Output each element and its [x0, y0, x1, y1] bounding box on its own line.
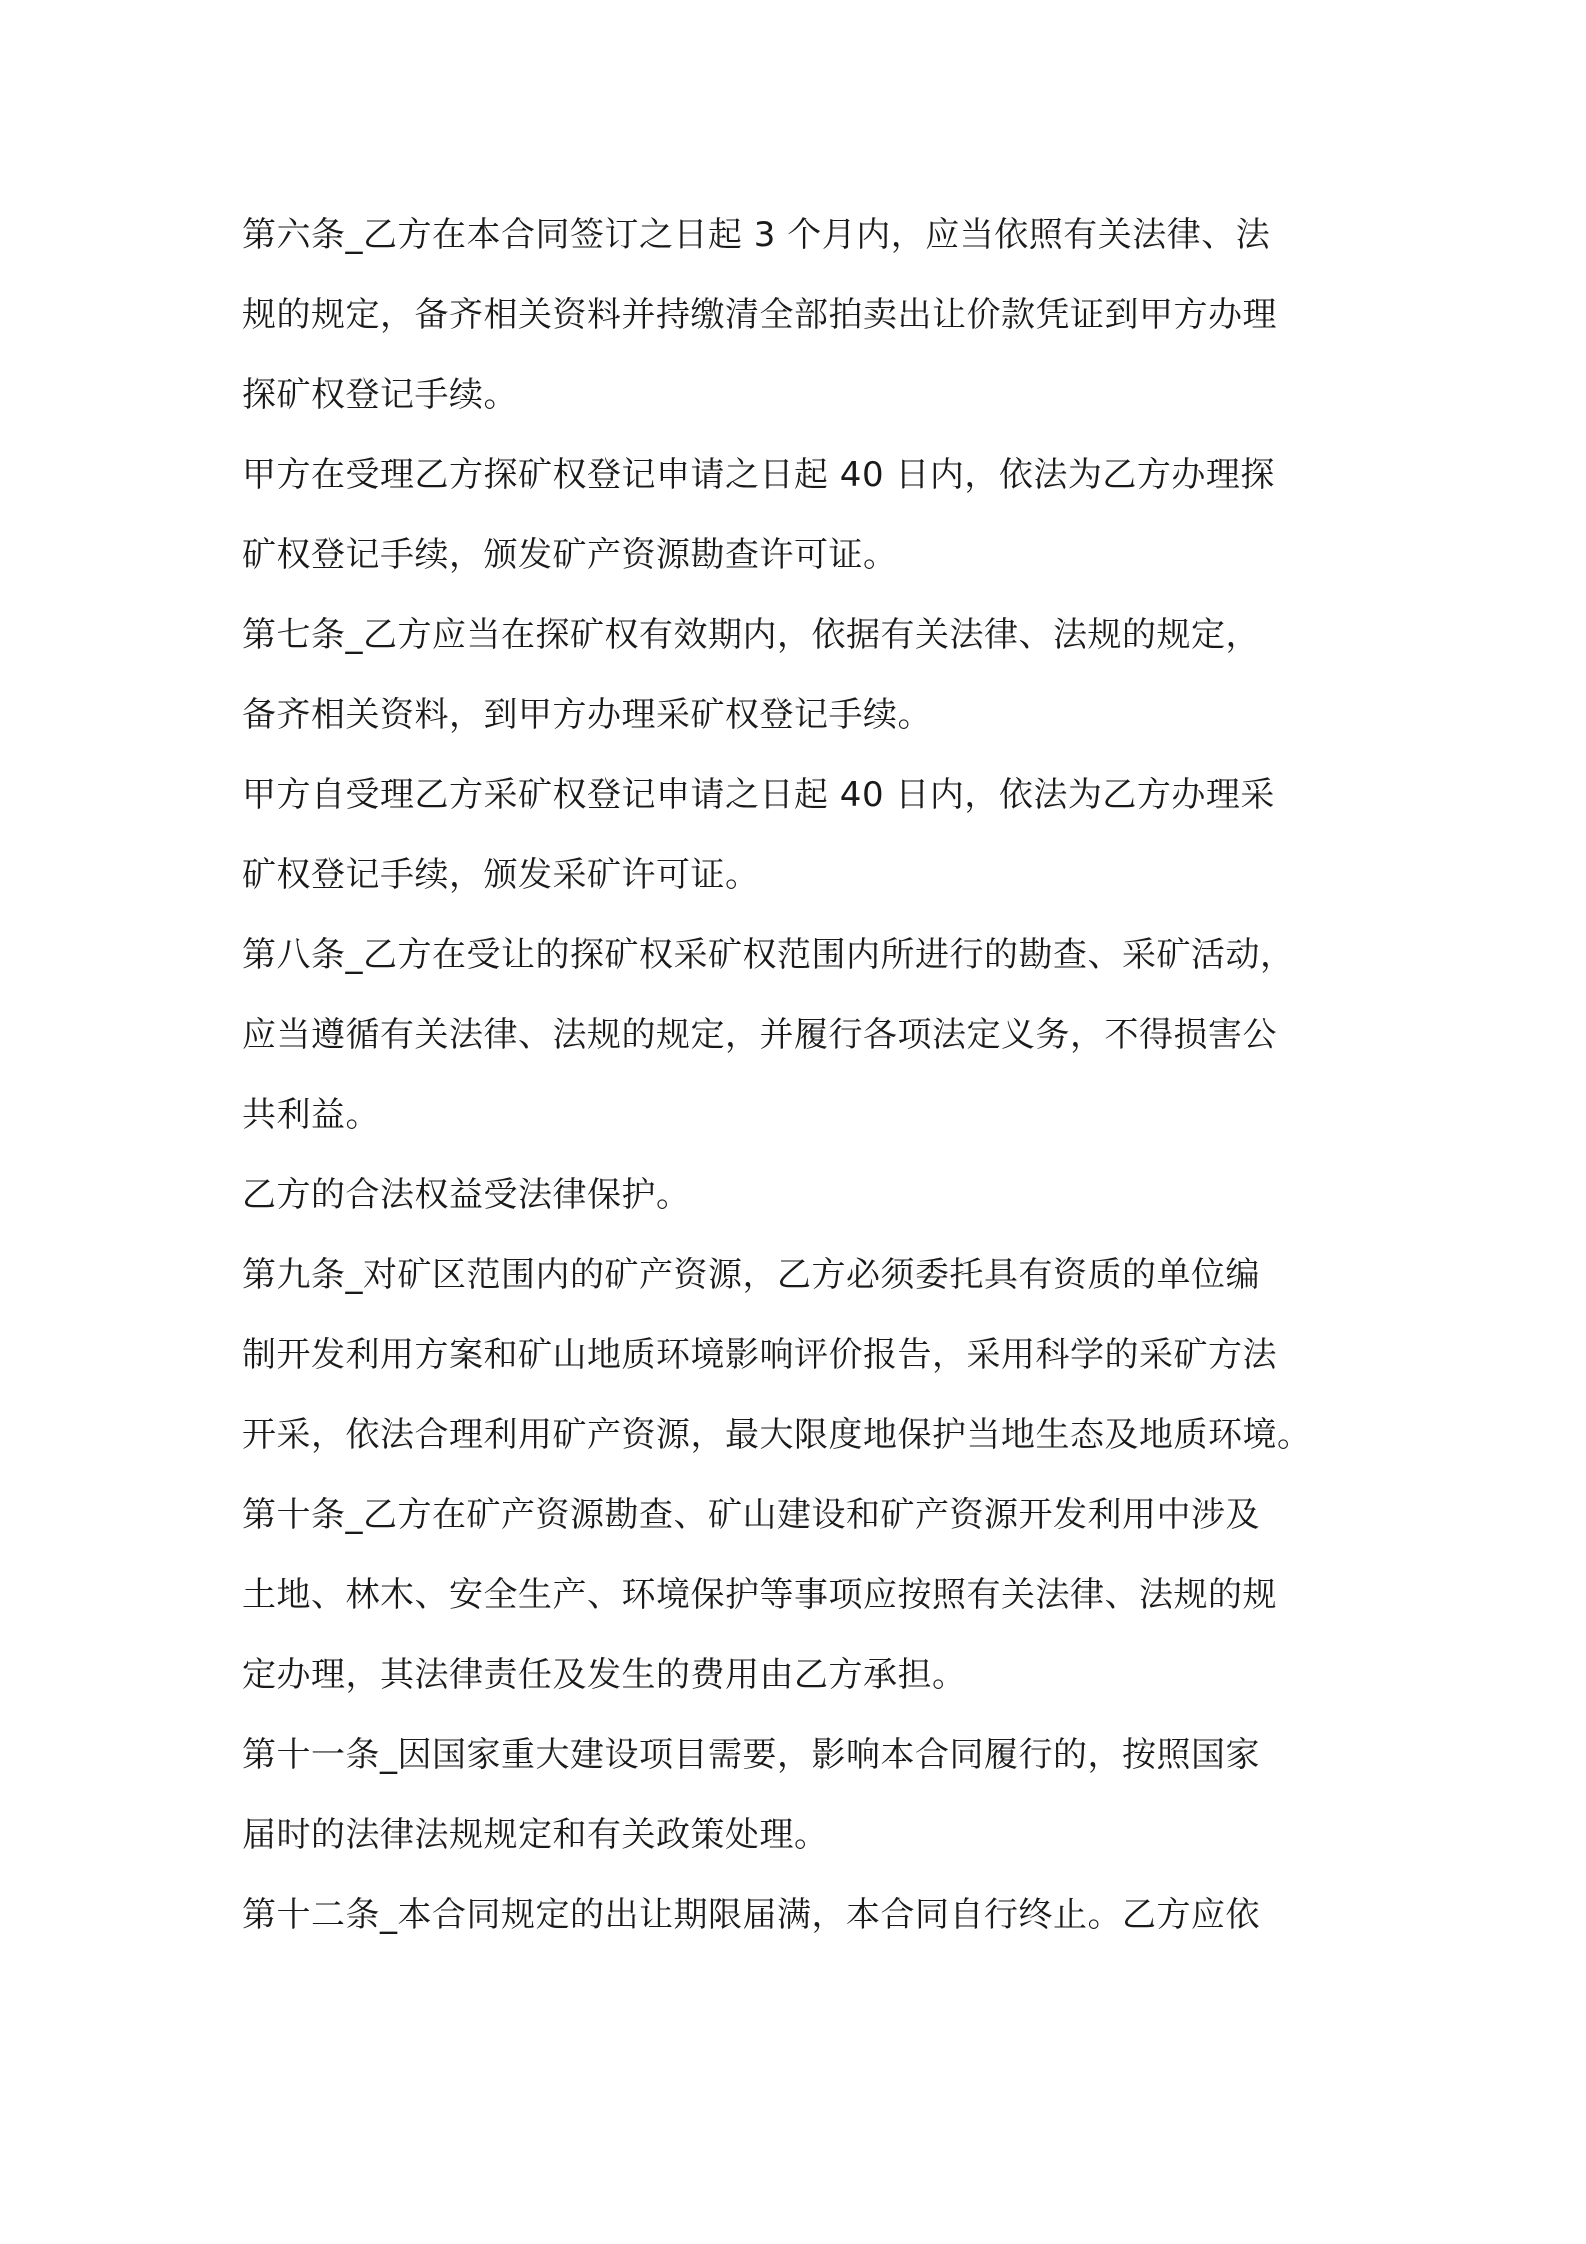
text-line: 矿权登记手续，颁发采矿许可证。 [242, 855, 760, 895]
text-line: 乙方的合法权益受法律保护。 [242, 1175, 691, 1215]
text-line: 探矿权登记手续。 [242, 375, 518, 415]
text-line: 应当遵循有关法律、法规的规定，并履行各项法定义务，不得损害公 [242, 1015, 1277, 1055]
article-7-paragraph [242, 595, 1362, 755]
text-line: 土地、林木、安全生产、环境保护等事项应按照有关法律、法规的规 [242, 1575, 1277, 1615]
text-line: 第十一条_因国家重大建设项目需要，影响本合同履行的，按照国家 [242, 1735, 1260, 1775]
article-10-paragraph [242, 1475, 1362, 1715]
article-9-paragraph [242, 1235, 1362, 1475]
text-line: 开采，依法合理利用矿产资源，最大限度地保护当地生态及地质环境。 [242, 1415, 1312, 1455]
text-line: 共利益。 [242, 1095, 380, 1135]
text-line: 备齐相关资料，到甲方办理采矿权登记手续。 [242, 695, 932, 735]
text-line: 第十二条_本合同规定的出让期限届满，本合同自行终止。乙方应依 [242, 1895, 1260, 1935]
text-line: 第八条_乙方在受让的探矿权采矿权范围内所进行的勘查、采矿活动， [242, 935, 1295, 975]
article-12-paragraph [242, 1875, 1362, 1955]
document-body [242, 195, 1362, 1955]
text-line: 第六条_乙方在本合同签订之日起 3 个月内，应当依照有关法律、法 [242, 215, 1271, 255]
article-8-second-paragraph [242, 1155, 1362, 1235]
text-line: 第十条_乙方在矿产资源勘查、矿山建设和矿产资源开发利用中涉及 [242, 1495, 1260, 1535]
text-line: 甲方自受理乙方采矿权登记申请之日起 40 日内，依法为乙方办理采 [242, 775, 1275, 815]
article-6-paragraph [242, 195, 1362, 435]
article-6-second-paragraph [242, 435, 1362, 595]
text-line: 届时的法律法规规定和有关政策处理。 [242, 1815, 829, 1855]
article-11-paragraph [242, 1715, 1362, 1875]
text-line: 第九条_对矿区范围内的矿产资源，乙方必须委托具有资质的单位编 [242, 1255, 1260, 1295]
article-8-paragraph [242, 915, 1362, 1155]
text-line: 规的规定，备齐相关资料并持缴清全部拍卖出让价款凭证到甲方办理 [242, 295, 1277, 335]
article-7-second-paragraph [242, 755, 1362, 915]
text-line: 矿权登记手续，颁发矿产资源勘查许可证。 [242, 535, 898, 575]
text-line: 甲方在受理乙方探矿权登记申请之日起 40 日内，依法为乙方办理探 [242, 455, 1275, 495]
text-line: 定办理，其法律责任及发生的费用由乙方承担。 [242, 1655, 967, 1695]
text-line: 第七条_乙方应当在探矿权有效期内，依据有关法律、法规的规定， [242, 615, 1260, 655]
text-line: 制开发利用方案和矿山地质环境影响评价报告，采用科学的采矿方法 [242, 1335, 1277, 1375]
